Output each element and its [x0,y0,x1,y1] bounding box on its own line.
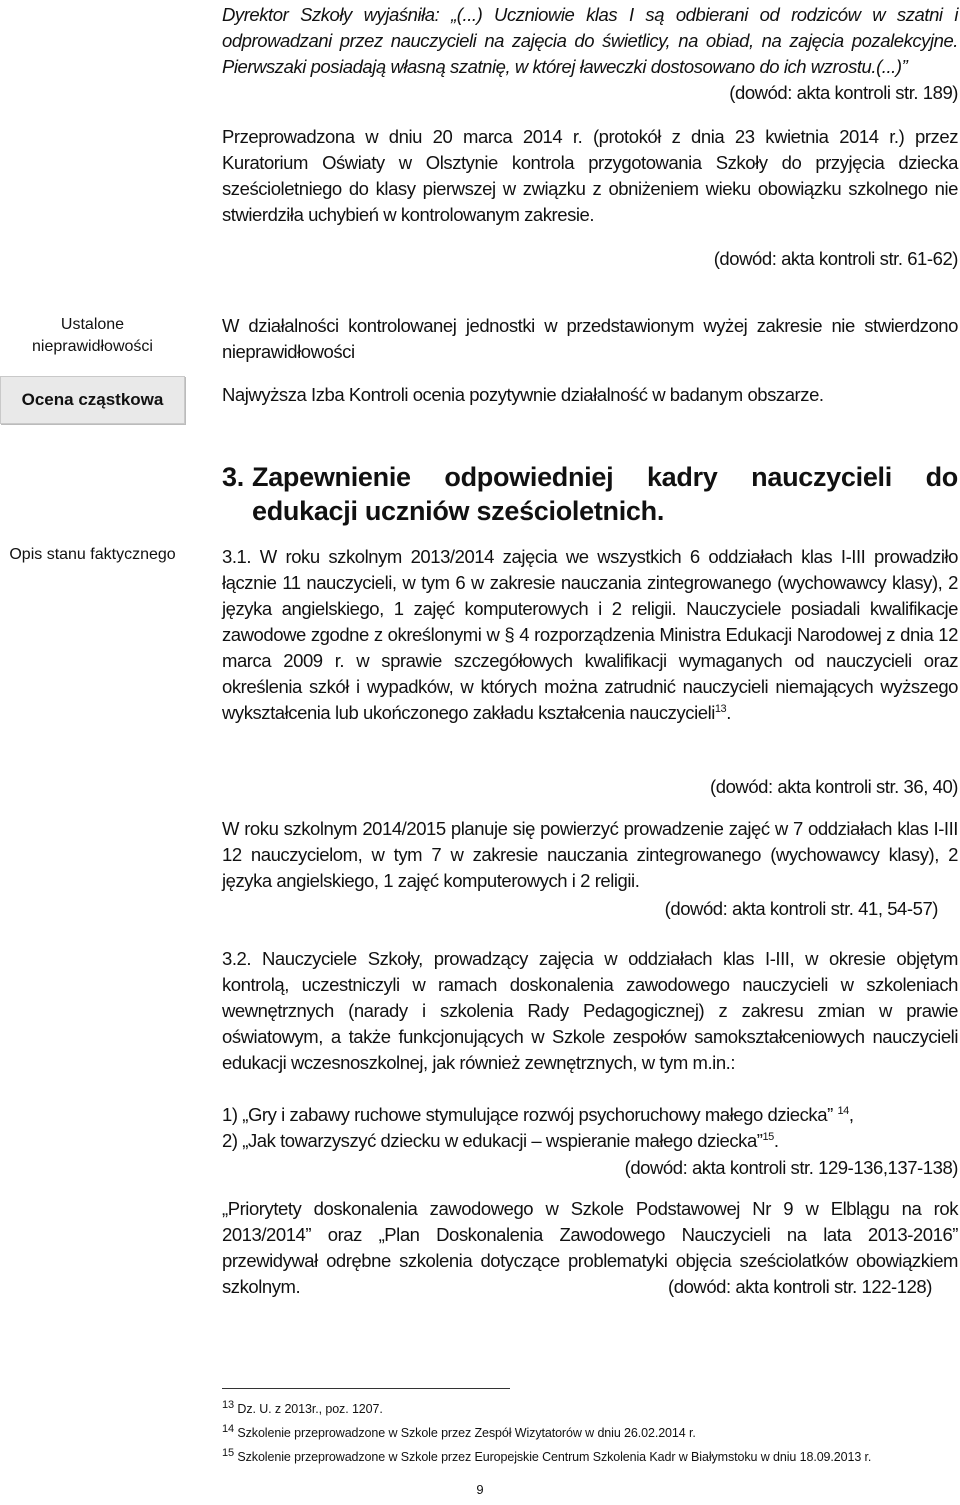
section-title: Zapewnienie odpowiedniej kadry nauczycieli do edukacji uczniów sześcioletnich. [252,462,958,526]
inspection-paragraph: Przeprowadzona w dniu 20 marca 2014 r. (protokół z dnia 23 kwietnia 2014 r.) przez Kuratorium Oświaty w Olsztynie kontrola przygotowania Szkoły do przyjęcia dziecka sześcioletniego do klasy pierwszej w związku z obniżeniem wieku obowiązku szkolnego nie stwierdziła uchybień w kontrolowanym zakresie. [222,126,958,225]
footnote-ref-14[interactable]: 14 [837,1104,849,1117]
sidebar-ustalone-label: Ustalone nieprawidłowości [32,316,153,355]
footnote-ref-15[interactable]: 15 [762,1130,774,1143]
evidence-3-1: (dowód: akta kontroli str. 36, 40) [710,776,958,797]
training-item-1: 1) „Gry i zabawy ruchowe stymulujące rozwój psychoruchowy małego dziecka” $^{14}$, [222,1104,854,1125]
sidebar-opis-label: Opis stanu faktycznego [9,546,176,563]
footnote-15: $^{15}$ Szkolenie przeprowadzone w Szkole przez Europejskie Centrum Szkolenia Kadr w Białymstoku w dniu 18.09.2013 r. [222,1446,872,1464]
page-number: 9 [476,1482,484,1497]
quote-evidence: (dowód: akta kontroli str. 189) [729,82,958,103]
footnote-13: $^{13}$ Dz. U. z 2013r., poz. 1207. [222,1398,383,1416]
paragraph-3-2: 3.2. Nauczyciele Szkoły, prowadzący zajęcia w oddziałach klas I-III, w okresie objętym kontrolą, uczestniczyli w ramach doskonalenia zawodowego nauczycieli w szkoleniach wewnętrznych (narady i szkolenia Rady Pedagogicznej) z zakresu zmian w prawie oświatowym, a także funkcjonujących w Szkole zespołów samokształceniowych nauczycieli edukacji wczesnoszkolnej, jak również zewnętrznych, w tym m.in.: [222,948,958,1073]
evidence-3-2: (dowód: akta kontroli str. 129-136,137-138) [624,1157,958,1178]
priorities-evidence: (dowód: akta kontroli str. 122-128) [668,1276,932,1297]
priorities-paragraph: „Priorytety doskonalenia zawodowego w Szkole Podstawowej Nr 9 w Elblągu na rok 2013/2014” oraz „Plan Doskonalenia Zawodowego Nauczycieli na lata 2013-2016” przewidywał odrębne szkolenia dotyczące problematyki objęcia sześciolatków obowiązkiem szkolnym. [222,1198,958,1297]
assessment-text: Najwyższa Izba Kontroli ocenia pozytywnie działalność w badanym obszarze. [222,384,824,405]
paragraph-3-1b: W roku szkolnym 2014/2015 planuje się powierzyć prowadzenie zajęć w 7 oddziałach klas I-III 12 nauczycielom, w tym 7 w zakresie nauczania zintegrowanego (wychowawcy klasy), 2 języka angielskiego, 1 zajęć komputerowych i 2 religii. [222,818,958,891]
training-item-2: 2) „Jak towarzyszyć dziecku w edukacji – wspieranie małego dziecka”$^{15}$. [222,1130,779,1151]
footnote-separator [222,1388,510,1389]
section-heading [222,460,958,528]
footnote-ref-13[interactable]: 13 [714,702,727,715]
sidebar-ocena-label: Ocena cząstkowa [0,376,185,424]
quote-paragraph [222,2,958,80]
section-number: 3. [222,462,244,492]
quote-text: Dyrektor Szkoły wyjaśniła: „(...) Uczniowie klas I są odbierani od rodziców w szatni i odprowadzani przez nauczycieli na zajęcia do świetlicy, na obiad, na zajęcia pozalekcyjne. Pierwszaki posiadają własną szatnię, w której ławeczki dostosowano do ich wzrostu.(...)” [222,4,958,77]
paragraph-3-1: 3.1. W roku szkolnym 2013/2014 zajęcia we wszystkich 6 oddziałach klas I-III prowadziło łącznie 11 nauczycieli, w tym 6 w zakresie nauczania zintegrowanego (wychowawcy klasy), 2 języka angielskiego, 1 zajęć komputerowych i 2 religii. Nauczyciele posiadali kwalifikacje zawodowe zgodne z określonymi w § 4 rozporządzenia Ministra Edukacji Narodowej z dnia 12 marca 2009 r. w sprawie szczegółowych kwalifikacji wymaganych od nauczycieli oraz określenia szkół i wypadków, w których można zatrudnić nauczycieli niemających wyższego wykształcenia lub ukończonego zakładu kształcenia nauczycieli$^{13}$. [222,546,958,723]
evidence-3-1b: (dowód: akta kontroli str. 41, 54-57) [664,898,938,919]
irregularities-text: W działalności kontrolowanej jednostki w przedstawionym wyżej zakresie nie stwierdzono nieprawidłowości [222,315,958,362]
footnote-14: $^{14}$ Szkolenie przeprowadzone w Szkole przez Zespół Wizytatorów w dniu 26.02.2014 r. [222,1422,696,1440]
inspection-evidence: (dowód: akta kontroli str. 61-62) [713,248,958,269]
